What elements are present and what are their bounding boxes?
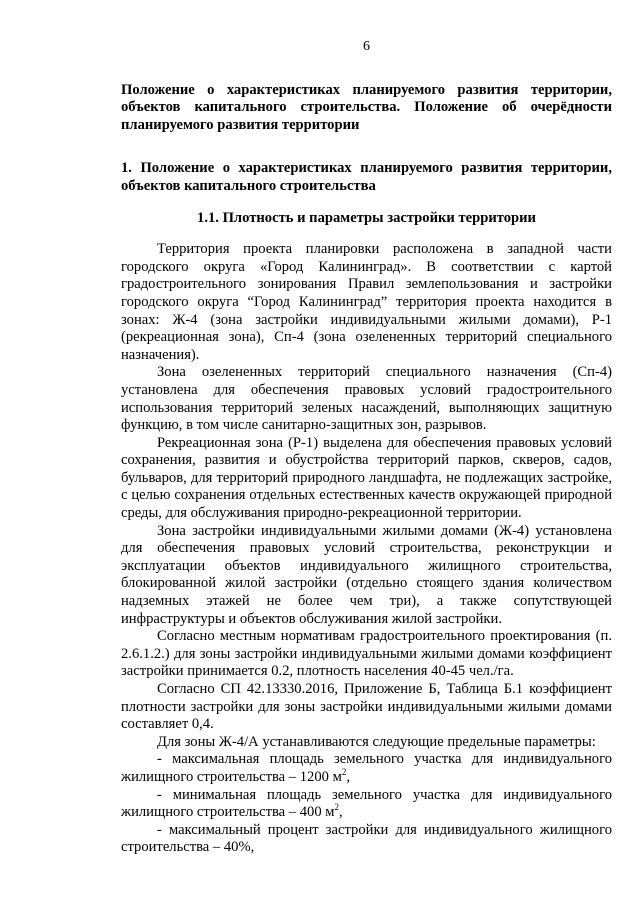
list-item-max-area: - максимальная площадь земельного участка для индивидуального жилищного строительства – 1200 $м^2$, (121, 751, 612, 785)
paragraph-local-norms: Согласно местным нормативам градостроительного проектирования (п. 2.6.1.2.) для зоны застройки индивидуальными жилыми домами коэффициент застройки принимается 0.2, плотность населения 40-45 чел./га. (121, 628, 612, 680)
section-1-heading: 1. Положение о характеристиках планируемого развития территории, объектов капитального строительства (121, 160, 612, 194)
list-item-max-percent: - максимальный процент застройки для индивидуального жилищного строительства – 40%, (121, 821, 612, 856)
paragraph-sp4: Зона озелененных территорий специального назначения (Сп-4) установлена для обеспечения правовых условий градостроительного использования территорий зеленых насаждений, выполняющих защитную функцию, в том числе санитарно-защитных зон, разрывов. (121, 364, 612, 434)
section-1-1-heading: 1.1. Плотность и параметры застройки территории (197, 209, 536, 226)
paragraph-territory: Территория проекта планировки расположена в западной части городского округа «Город Калининград». В соответствии с картой градостроительного зонирования Правил землепользования и застройки городского округа “Город Калининград” территория проекта находится в зонах: Ж-4 (зона застройки индивидуальными жилыми домами), Р-1 (рекреационная зона), Сп-4 (зона озелененных территорий специального назначения). (121, 241, 612, 363)
paragraph-zh4: Зона застройки индивидуальными жилыми домами (Ж-4) установлена для обеспечения правовых условий строительства, реконструкции и эксплуатации объектов индивидуального жилищного строительства, блокированной жилой застройки (отдельно стоящего здания количеством надземных этажей не более чем три), а также сопутствующей инфраструктуры и объектов обслуживания жилой застройки. (121, 522, 612, 627)
page-number: 6 (363, 39, 370, 54)
paragraph-zh4a-intro: Для зоны Ж-4/А устанавливаются следующие предельные параметры: (157, 733, 596, 750)
paragraph-r1: Рекреационная зона (Р-1) выделена для обеспечения правовых условий сохранения, развития и обустройства территорий парков, скверов, садов, бульваров, для территорий природного ландшафта, не подлежащих застройке, с целью сохранения отдельных естественных качеств окружающей природной среды, для обслуживания природно-рекреационной территории. (121, 434, 612, 522)
list-item-min-area: - минимальная площадь земельного участка для индивидуального жилищного строительства – 400 $м^2$, (121, 786, 612, 821)
paragraph-sp-42: Согласно СП 42.13330.2016, Приложение Б, Таблица Б.1 коэффициент плотности застройки для зоны застройки индивидуальными жилыми домами составляет 0,4. (121, 681, 612, 733)
main-heading: Положение о характеристиках планируемого развития территории, объектов капитального строительства. Положение об очерёдности планируемого развития территории (121, 81, 612, 133)
